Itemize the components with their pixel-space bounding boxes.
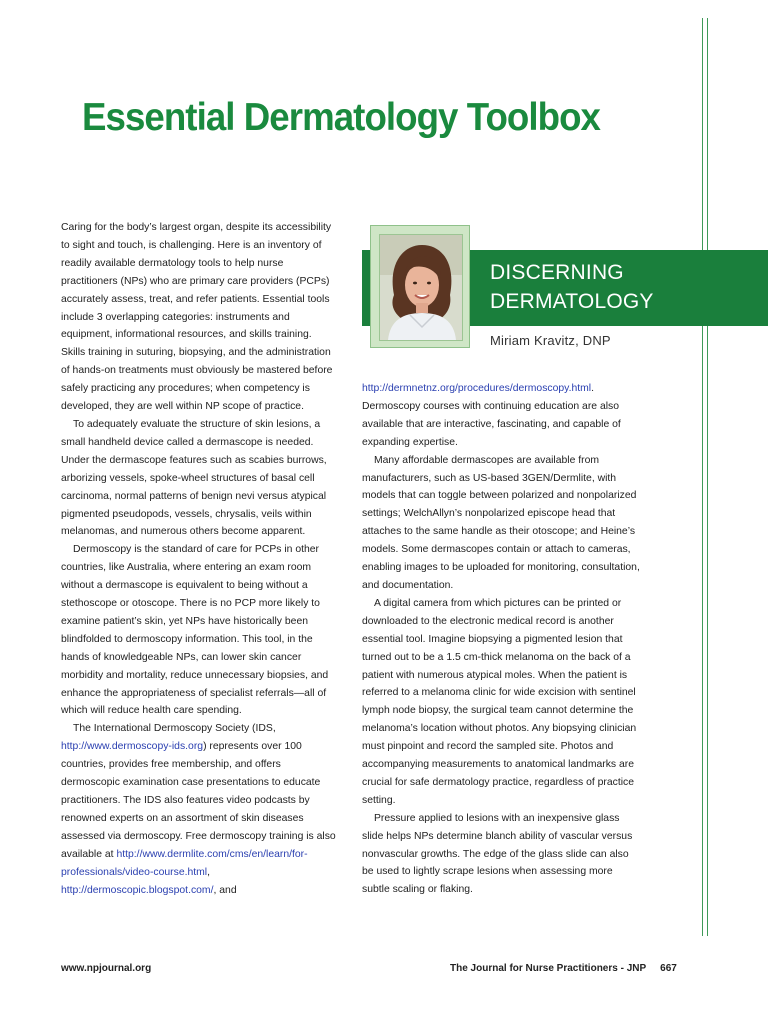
paragraph	[61, 720, 337, 899]
dermlite-link[interactable]: http://www.dermlite.com/cms/en/learn/for-professionals/video-course.html	[61, 848, 308, 878]
paragraph-text: ) represents over 100 countries, provides free membership, and offers dermoscopic examination case presentations to educate practitioners. The IDS also features video podcasts by renowned experts on an assortment of skin diseases assessed via dermoscopy. Free dermoscopy training is also available at	[61, 741, 336, 860]
left-text-column	[61, 219, 337, 899]
footer-journal	[450, 963, 677, 974]
footer-website: www.npjournal.org	[61, 963, 152, 974]
dermnetnz-link[interactable]: http://dermnetnz.org/procedures/dermoscopy.html	[362, 383, 592, 394]
author-portrait-image	[380, 235, 462, 340]
page-number: 667	[660, 963, 677, 974]
author-photo	[379, 234, 463, 341]
dermoscopic-blog-link[interactable]: http://dermoscopic.blogspot.com/	[61, 884, 214, 896]
paragraph	[362, 380, 642, 452]
author-photo-frame	[370, 225, 470, 348]
paragraph-text: The International Dermoscopy Society (IDS,	[73, 723, 276, 735]
right-text-column	[362, 380, 642, 899]
paragraph-text: ,	[207, 866, 211, 878]
paragraph: Many affordable dermascopes are available from manufacturers, such as US-based 3GEN/Dermlite, with models that can toggle between polarized and nonpolarized settings; WelchAllyn’s nonpolarized episcope head that attaches to the same handle as their otoscope; and Heine’s models. Some dermascopes contain or attach to cameras, enabling images to be uploaded for monitoring, consultation, and documentation.	[362, 454, 640, 591]
paragraph: Dermoscopy is the standard of care for PCPs in other countries, like Australia, where entering an exam room without a dermascope is equivalent to being without a stethoscope or otoscope. There is no PCP more likely to examine patient’s skin, yet NPs have historically been blindfolded to dermoscopy information. This tool, in the hands of knowledgeable NPs, can lower skin cancer morbidity and mortality, reduce unnecessary biopsies, and enhance the appropriateness of specialist referrals—all of which will reduce health care spending.	[61, 544, 329, 717]
margin-rule-left	[702, 18, 703, 936]
author-byline: Miriam Kravitz, DNP	[490, 333, 611, 348]
footer-journal-name: The Journal for Nurse Practitioners - JNP	[450, 963, 647, 974]
paragraph-text: , and	[213, 884, 237, 896]
margin-rule-right	[707, 18, 708, 936]
paragraph: Caring for the body’s largest organ, despite its accessibility to sight and touch, is challenging. Here is an inventory of readily available dermatology tools to help nurse practitioners (NPs) who are primary care providers (PCPs) accurately assess, treat, and refer patients. Essential tools include 3 overlapping categories: instruments and equipment, informational resources, and skills training. Skills training in suturing, biopsying, and the administration of hands-on treatments must obviously be mastered before safely practicing any procedures; when competency is developed, they are well within NP scope of practice.	[61, 222, 333, 413]
paragraph: A digital camera from which pictures can be printed or downloaded to the electronic medical record is another essential tool. Imagine biopsying a pigmented lesion that turned out to be a 1.5 cm-thick melanoma on the back of a patient with numerous atypical moles. When the patient is referred to a melanoma clinic for wide excision with sentinel lymph node biopsy, the surgical team cannot determine the melanoma’s location without photos. Any biopsying clinician must pinpoint and record the sampled site. Photos and accompanying measurements to anatomical landmarks are crucial for safe dermatology practice, regardless of practice setting.	[362, 597, 637, 806]
paragraph: Pressure applied to lesions with an inexpensive glass slide helps NPs determine blanch ability of vascular versus nonvascular growths. The edge of the glass slide can also be used to lightly scrape lesions when assessing more subtle scaling or flaking.	[362, 812, 633, 896]
ids-link[interactable]: http://www.dermoscopy-ids.org	[61, 741, 204, 753]
column-series-title: DISCERNING DERMATOLOGY	[490, 261, 654, 313]
paragraph-text: . Dermoscopy courses with continuing education are also available that are interactive, fascinating, and capable of expanding expertise.	[362, 383, 621, 448]
article-title: Essential Dermatology Toolbox	[82, 96, 600, 139]
paragraph: To adequately evaluate the structure of skin lesions, a small handheld device called a dermascope is needed. Under the dermascope features such as scabies burrows, arborizing vessels, spoke-wheel structures of basal cell carcinoma, normal patterns of benign nevi versus atypical pigmented pseudopods, vessels, chrysalis, veils within melanomas, and numerous others become apparent.	[61, 418, 327, 538]
